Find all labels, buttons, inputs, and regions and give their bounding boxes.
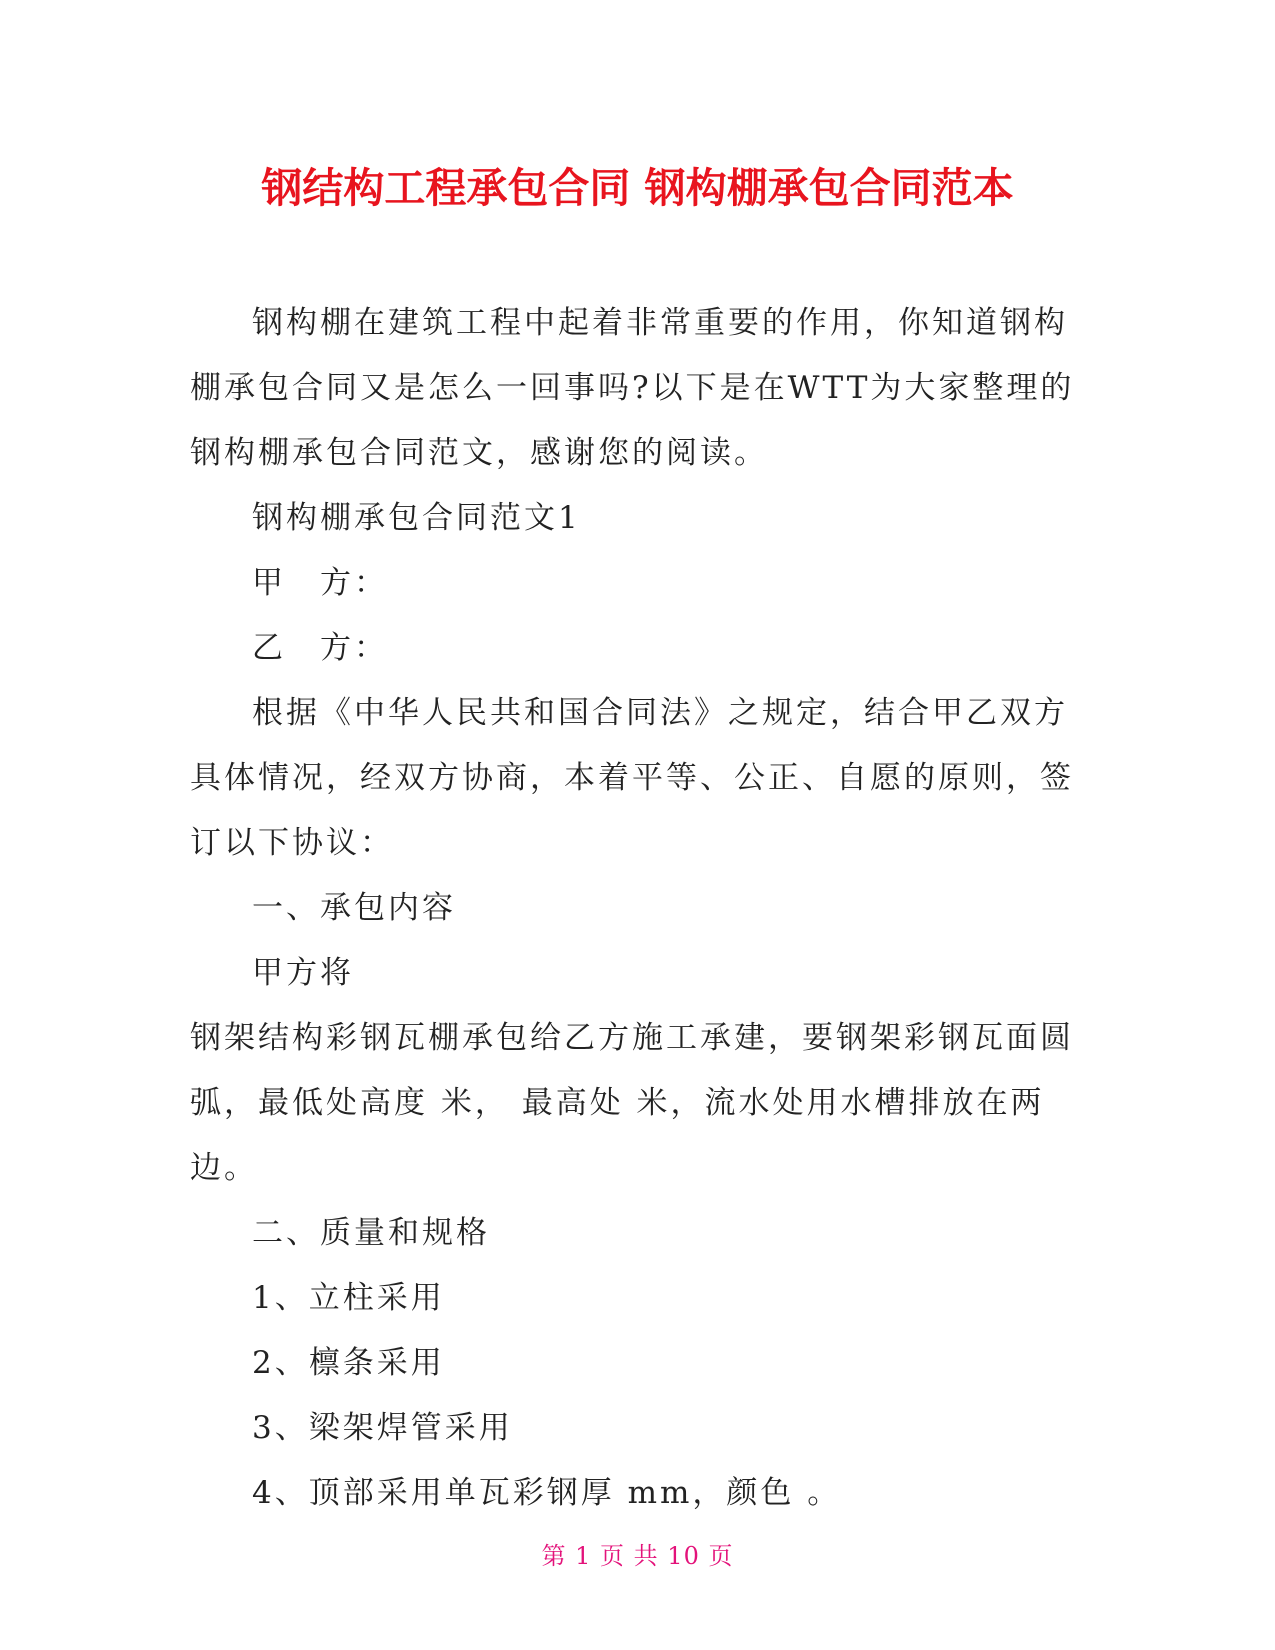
spec-item-beams: 3、梁架焊管采用: [252, 1410, 513, 1446]
page-footer: 第 1 页 共 10 页: [541, 1542, 734, 1570]
party-a-line: 甲 方：: [252, 565, 388, 601]
document-body: [190, 291, 1090, 1526]
intro-paragraph: 钢构棚在建筑工程中起着非常重要的作用，你知道钢构棚承包合同又是怎么一回事吗?以下是在WTT为大家整理的钢构棚承包合同范文，感谢您的阅读。: [190, 305, 1075, 471]
party-b-line: 乙 方：: [252, 630, 388, 666]
document-title: 钢结构工程承包合同 钢构棚承包合同范本: [261, 164, 1014, 212]
section-heading-scope: 一、承包内容: [252, 890, 456, 926]
spec-item-purlins: 2、檩条采用: [252, 1345, 445, 1381]
spec-item-roof: 4、顶部采用单瓦彩钢厚 mm，颜色 。: [252, 1475, 842, 1511]
scope-detail: 钢架结构彩钢瓦棚承包给乙方施工承建，要钢架彩钢瓦面圆弧，最低处高度 米， 最高处 米，流水处用水槽排放在两边。: [190, 1020, 1074, 1186]
section-heading-quality: 二、质量和规格: [252, 1215, 490, 1251]
scope-lead: 甲方将: [252, 955, 354, 991]
sample-heading: 钢构棚承包合同范文1: [252, 500, 581, 536]
agreement-preamble: 根据《中华人民共和国合同法》之规定，结合甲乙双方具体情况，经双方协商，本着平等、公正、自愿的原则，签订以下协议：: [190, 695, 1074, 861]
spec-item-columns: 1、立柱采用: [252, 1280, 445, 1316]
